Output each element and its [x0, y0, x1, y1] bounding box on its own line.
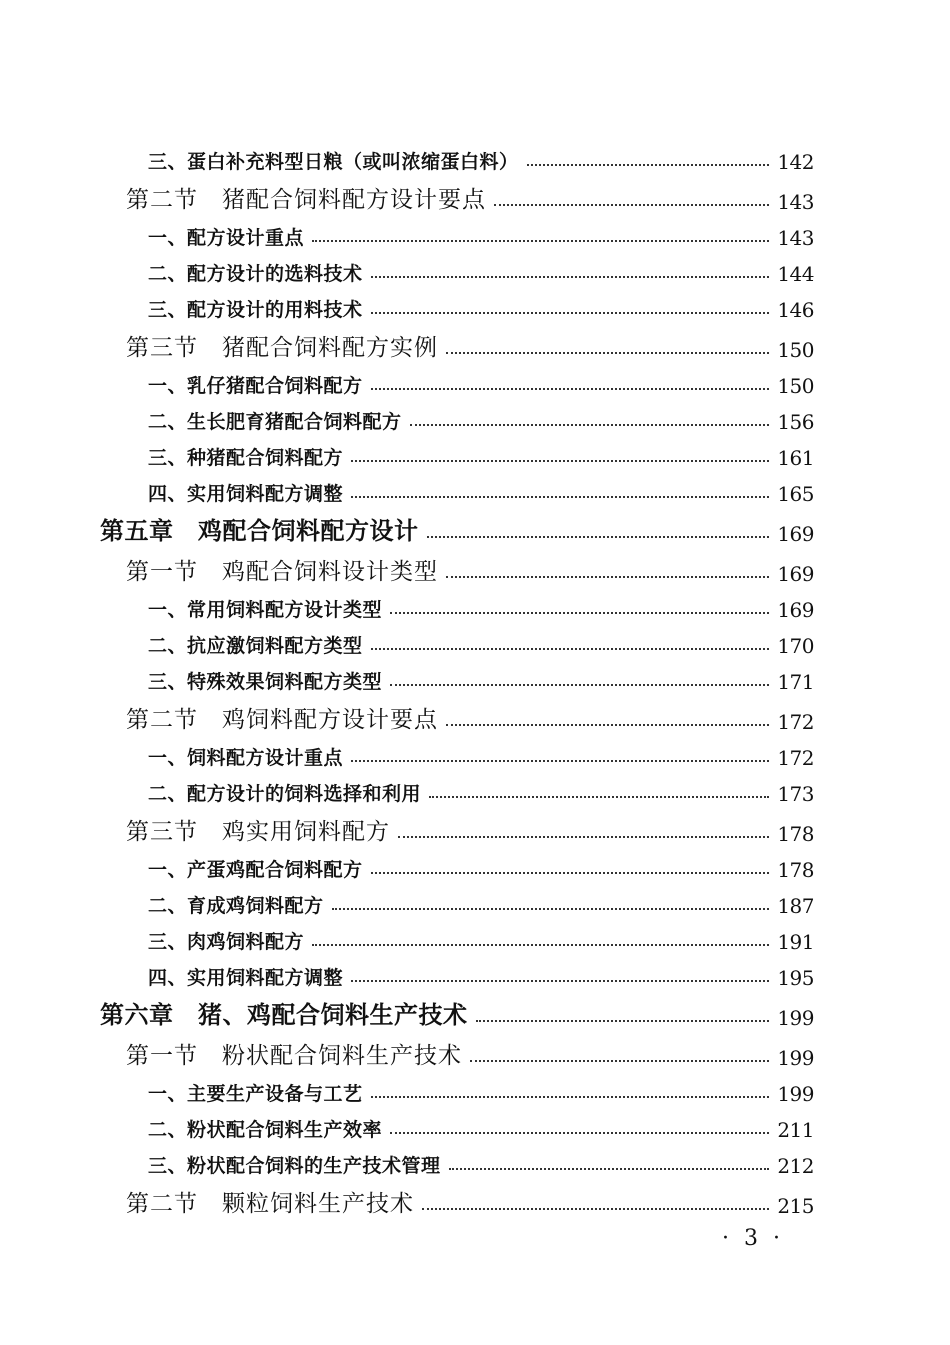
toc-entry-title: 二、育成鸡饲料配方	[148, 895, 324, 917]
toc-entry-title: 一、常用饲料配方设计类型	[148, 599, 383, 621]
toc-entry-section	[126, 326, 814, 362]
dot-leader	[390, 684, 769, 686]
toc-entry-item	[148, 846, 814, 882]
toc-entry-page: 178	[777, 858, 814, 882]
toc-entry-page: 169	[777, 598, 814, 622]
toc-entry-page: 211	[777, 1118, 814, 1142]
toc-entry-page: 169	[777, 562, 814, 586]
dot-leader	[371, 388, 770, 390]
toc-entry-page: 191	[777, 930, 814, 954]
toc-entry-title: 三、特殊效果饲料配方类型	[148, 671, 383, 693]
dot-leader	[449, 1168, 770, 1170]
toc-entry-item	[148, 658, 814, 694]
dot-leader	[446, 576, 769, 578]
toc-entry-page: 142	[777, 150, 814, 174]
toc-entry-item	[148, 622, 814, 658]
dot-leader	[476, 1020, 770, 1022]
toc-entry-title: 第二节 猪配合饲料配方设计要点	[126, 187, 486, 213]
dot-leader	[332, 908, 770, 910]
toc-entry-item	[148, 918, 814, 954]
toc-entry-page: 150	[777, 338, 814, 362]
toc-entry-title: 二、配方设计的选料技术	[148, 263, 363, 285]
dot-leader	[351, 460, 769, 462]
toc-entry-title: 一、饲料配方设计重点	[148, 747, 344, 769]
toc-entry-page: 212	[777, 1154, 814, 1178]
toc-entry-title: 三、蛋白补充料型日粮（或叫浓缩蛋白料）	[148, 151, 519, 173]
toc-entry-title: 第三节 鸡实用饲料配方	[126, 819, 390, 845]
toc-entry-section	[126, 698, 814, 734]
toc-entry-title: 第五章 鸡配合饲料配方设计	[100, 517, 419, 545]
toc-entry-title: 一、主要生产设备与工艺	[148, 1083, 363, 1105]
toc-entry-title: 一、乳仔猪配合饲料配方	[148, 375, 363, 397]
toc-entry-title: 一、产蛋鸡配合饲料配方	[148, 859, 363, 881]
toc-entry-title: 二、生长肥育猪配合饲料配方	[148, 411, 402, 433]
page-number: · 3 ·	[722, 1226, 784, 1251]
toc-entry-item	[148, 734, 814, 770]
toc-entry-page: 199	[777, 1046, 814, 1070]
toc-entry-item	[148, 1106, 814, 1142]
toc-entry-item	[148, 214, 814, 250]
dot-leader	[312, 944, 769, 946]
toc-entry-page: 171	[777, 670, 814, 694]
toc-entry-title: 第一节 鸡配合饲料设计类型	[126, 559, 438, 585]
toc-entry-page: 199	[777, 1082, 814, 1106]
dot-leader	[422, 1208, 769, 1210]
toc-entry-chapter	[100, 994, 814, 1030]
dot-leader	[410, 424, 770, 426]
toc-entry-title: 二、抗应激饲料配方类型	[148, 635, 363, 657]
dot-leader	[371, 312, 770, 314]
dot-leader	[351, 760, 769, 762]
toc-entry-item	[148, 362, 814, 398]
toc-entry-item	[148, 398, 814, 434]
toc-entry-page: 187	[777, 894, 814, 918]
toc-entry-page: 143	[777, 226, 814, 250]
toc-entry-title: 三、粉状配合饲料的生产技术管理	[148, 1155, 441, 1177]
toc-entry-page: 178	[777, 822, 814, 846]
toc-entry-item	[148, 138, 814, 174]
toc-entry-item	[148, 1070, 814, 1106]
dot-leader	[371, 648, 770, 650]
toc-entry-title: 一、配方设计重点	[148, 227, 305, 249]
toc-entry-item	[148, 470, 814, 506]
toc-entry-page: 215	[777, 1194, 814, 1218]
toc-entry-item	[148, 770, 814, 806]
toc-entry-page: 195	[777, 966, 814, 990]
toc-entry-item	[148, 882, 814, 918]
dot-leader	[371, 1096, 770, 1098]
dot-leader	[390, 612, 769, 614]
toc-entry-chapter	[100, 510, 814, 546]
dot-leader	[446, 724, 769, 726]
dot-leader	[390, 1132, 769, 1134]
toc-entry-title: 四、实用饲料配方调整	[148, 967, 344, 989]
toc-entry-section	[126, 178, 814, 214]
dot-leader	[371, 872, 770, 874]
toc-entry-item	[148, 586, 814, 622]
toc-entry-page: 169	[777, 522, 814, 546]
dot-leader	[429, 796, 769, 798]
toc-entry-page: 172	[777, 746, 814, 770]
toc-entry-section	[126, 810, 814, 846]
toc-entry-item	[148, 954, 814, 990]
dot-leader	[398, 836, 769, 838]
toc-entry-section	[126, 1034, 814, 1070]
toc-entry-page: 146	[777, 298, 814, 322]
dot-leader	[494, 204, 769, 206]
toc-entry-page: 170	[777, 634, 814, 658]
toc-entry-page: 161	[777, 446, 814, 470]
toc-entry-title: 四、实用饲料配方调整	[148, 483, 344, 505]
toc-entry-item	[148, 250, 814, 286]
toc-entry-page: 150	[777, 374, 814, 398]
dot-leader	[470, 1060, 769, 1062]
dot-leader	[312, 240, 769, 242]
toc-entry-page: 173	[777, 782, 814, 806]
toc-entry-page: 172	[777, 710, 814, 734]
toc-entry-title: 三、肉鸡饲料配方	[148, 931, 305, 953]
toc-entry-item	[148, 1142, 814, 1178]
dot-leader	[351, 496, 769, 498]
toc-entry-title: 第三节 猪配合饲料配方实例	[126, 335, 438, 361]
toc-entry-page: 156	[777, 410, 814, 434]
toc-entry-title: 三、种猪配合饲料配方	[148, 447, 344, 469]
toc-entry-page: 143	[777, 190, 814, 214]
dot-leader	[446, 352, 769, 354]
toc-entry-title: 第二节 颗粒饲料生产技术	[126, 1191, 414, 1217]
toc-entry-page: 165	[777, 482, 814, 506]
toc-entry-title: 二、配方设计的饲料选择和利用	[148, 783, 422, 805]
dot-leader	[371, 276, 770, 278]
toc-entry-title: 第一节 粉状配合饲料生产技术	[126, 1043, 462, 1069]
toc-entry-section	[126, 1182, 814, 1218]
dot-leader	[351, 980, 769, 982]
toc-entry-page: 144	[777, 262, 814, 286]
toc-entry-page: 199	[777, 1006, 814, 1030]
toc-entry-section	[126, 550, 814, 586]
toc-entry-title: 二、粉状配合饲料生产效率	[148, 1119, 383, 1141]
toc-entry-title: 三、配方设计的用料技术	[148, 299, 363, 321]
dot-leader	[427, 536, 770, 538]
toc-entry-title: 第二节 鸡饲料配方设计要点	[126, 707, 438, 733]
toc-entry-item	[148, 286, 814, 322]
dot-leader	[527, 164, 770, 166]
toc-entry-title: 第六章 猪、鸡配合饲料生产技术	[100, 1001, 468, 1029]
toc-entry-item	[148, 434, 814, 470]
